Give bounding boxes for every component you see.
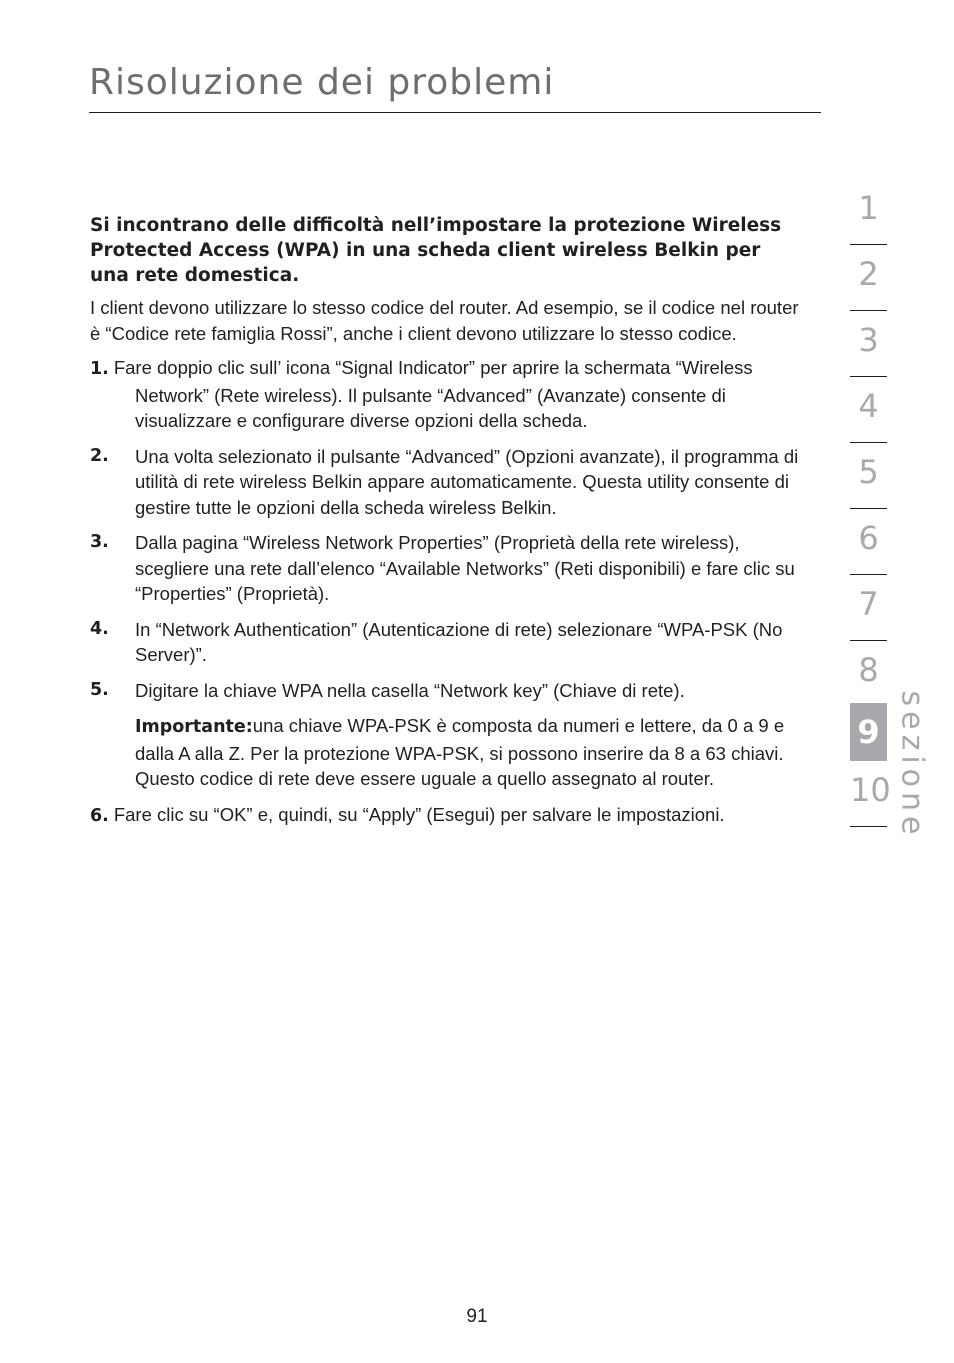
section-tab-9-active[interactable]: 9 (850, 703, 887, 761)
intro-paragraph: I client devono utilizzare lo stesso codice del router. Ad esempio, se il codice nel router è “Codice rete famiglia Rossi”, anche i client devono utilizzare lo stesso codice. (90, 297, 799, 344)
step-6 (90, 802, 802, 830)
page-title: Risoluzione dei problemi (89, 62, 555, 103)
section-label (892, 690, 932, 840)
section-tab-10[interactable]: 10 (850, 762, 887, 827)
section-tab-3[interactable]: 3 (850, 312, 887, 377)
important-text: una chiave WPA-PSK è composta da numeri e lettere, da 0 a 9 e dalla A alla Z. Per la protezione WPA-PSK, si possono inserire da 8 a 63 chiavi. Questo codice di rete deve essere uguale a quello assegnato al router. (135, 715, 785, 789)
section-tab-1[interactable]: 1 (850, 180, 887, 245)
section-tab-6[interactable]: 6 (850, 510, 887, 575)
step-text: Digitare la chiave WPA nella casella “Network key” (Chiave di rete). (135, 679, 685, 701)
step-text: In “Network Authentication” (Autenticazione di rete) selezionare “WPA-PSK (No Server)”. (135, 618, 783, 665)
important-label: Importante: (135, 717, 253, 737)
page-number: 91 (466, 1306, 488, 1327)
step-number: 5. (90, 679, 109, 700)
section-tab-7[interactable]: 7 (850, 576, 887, 641)
step-text: Fare clic su “OK” e, quindi, su “Apply” (Esegui) per salvare le impostazioni. (113, 803, 725, 825)
important-note (90, 713, 802, 792)
section-heading: Si incontrano delle difficoltà nell’impostare la protezione Wireless Protected Access (WPA) in una scheda client wireless Belkin per una rete domestica. (90, 215, 782, 286)
step-text: Una volta selezionato il pulsante “Advanced” (Opzioni avanzate), il programma di utilità di rete wireless Belkin appare automaticamente. Questa utility consente di gestire tutte le opzioni della scheda wireless Belkin. (135, 445, 799, 518)
title-divider (89, 112, 821, 113)
step-3 (90, 530, 802, 607)
step-number: 4. (90, 618, 109, 639)
section-label-text: sezione (894, 690, 930, 840)
step-number: 1. (90, 359, 109, 379)
step-text: Fare doppio clic sull’ icona “Signal Indicator” per aprire la schermata “Wireless Network” (Rete wireless). Il pulsante “Advanced” (Avanzate) consente di visualizzare e configurare diverse opzioni della scheda. (113, 357, 753, 431)
step-number: 6. (90, 805, 109, 826)
step-4 (90, 617, 802, 668)
step-number: 3. (90, 532, 109, 552)
step-number: 2. (90, 445, 109, 466)
step-5 (90, 678, 802, 704)
section-tab-8[interactable]: 8 (850, 642, 887, 707)
main-content (90, 213, 802, 839)
section-tab-5[interactable]: 5 (850, 444, 887, 509)
section-tab-2[interactable]: 2 (850, 246, 887, 311)
step-2 (90, 444, 802, 521)
section-tab-4[interactable]: 4 (850, 378, 887, 443)
step-1 (90, 355, 802, 434)
step-text: Dalla pagina “Wireless Network Properties” (Proprietà della rete wireless), scegliere una rete dall’elenco “Available Networks” (Reti disponibili) e fare clic su “Properties” (Proprietà). (135, 532, 795, 604)
